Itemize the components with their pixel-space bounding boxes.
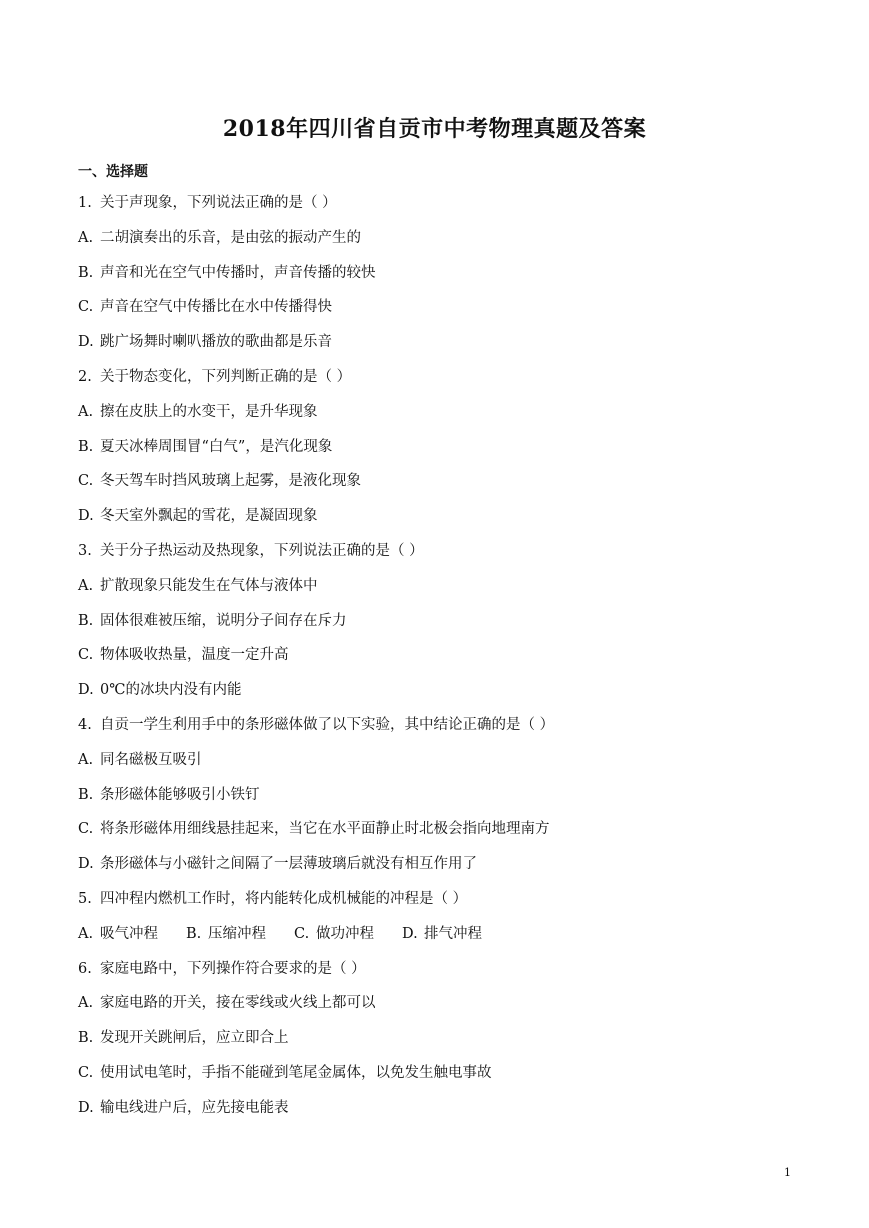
answer-option [78,263,798,298]
item-text: 声音在空气中传播比在水中传播得快 [100,299,332,316]
option-item: D. 排气冲程 [402,925,482,942]
answer-option [78,785,798,820]
answer-option [78,297,798,332]
item-text: 条形磁体与小磁针之间隔了一层薄玻璃后就没有相互作用了 [100,856,477,873]
answer-option [78,1098,798,1133]
item-text: 冬天室外飘起的雪花，是凝固现象 [100,508,318,525]
item-text: 使用试电笔时，手指不能碰到笔尾金属体，以免发生触电事故 [100,1064,492,1081]
item-label: B. [78,612,94,629]
item-label: D. [78,508,94,525]
item-label: C. [78,647,94,664]
section-heading: 一、选择题 [78,164,148,180]
item-label: B. [78,786,94,803]
question-stem [78,959,798,994]
item-label: 2. [78,368,92,385]
option-item: B. 压缩冲程 [186,925,266,942]
item-label: D. [78,682,94,699]
item-text: 关于声现象，下列说法正确的是（ ） [100,195,337,211]
answer-option [78,437,798,472]
item-label: D. [78,334,94,351]
question-stem [78,889,798,924]
answer-option [78,819,798,854]
answer-option [78,1063,798,1098]
answer-option [78,645,798,680]
item-label: A. [78,995,94,1012]
item-text: 自贡一学生利用手中的条形磁体做了以下实验，其中结论正确的是（ ） [100,716,555,733]
item-label: B. [78,264,94,281]
answer-option [78,611,798,646]
item-text: 四冲程内燃机工作时，将内能转化成机械能的冲程是（ ） [100,890,468,907]
item-text: 声音和光在空气中传播时，声音传播的较快 [100,264,376,281]
question-stem [78,193,798,228]
item-text: 扩散现象只能发生在气体与液体中 [100,577,318,594]
item-text: 家庭电路中，下列操作符合要求的是（ ） [100,960,366,977]
item-text: 关于物态变化，下列判断正确的是（ ） [100,368,352,385]
item-label: C. [78,1064,94,1081]
question-stem [78,367,798,402]
answer-option [78,680,798,715]
item-text: 物体吸收热量，温度一定升高 [100,647,289,664]
item-text: 关于分子热运动及热现象，下列说法正确的是（ ） [100,542,424,559]
question-stem [78,541,798,576]
item-text: 发现开关跳闸后，应立即合上 [100,1030,289,1047]
answer-option [78,576,798,611]
item-text: 家庭电路的开关，接在零线或火线上都可以 [100,995,376,1012]
answer-option [78,228,798,263]
item-text: 擦在皮肤上的水变干，是升华现象 [100,403,318,420]
item-text: 冬天驾车时挡风玻璃上起雾，是液化现象 [100,473,361,490]
item-text: 将条形磁体用细线悬挂起来，当它在水平面静止时北极会指向地理南方 [100,821,550,838]
answer-option [78,471,798,506]
answer-option [78,1028,798,1063]
item-label: A. [78,577,94,594]
q5-options [78,924,798,959]
item-label: A. [78,403,94,420]
item-label: 6. [78,960,92,977]
item-label: C. [78,473,94,490]
item-text: 固体很难被压缩，说明分子间存在斥力 [100,612,347,629]
answer-option [78,750,798,785]
item-label: B. [78,438,94,455]
document-title: 2018年四川省自贡市中考物理真题及答案 [222,116,647,142]
item-label: 1. [78,195,92,211]
item-label: 5. [78,890,92,907]
item-text: 夏天冰棒周围冒“白气”，是汽化现象 [100,438,333,455]
answer-option [78,993,798,1028]
item-text: 0℃的冰块内没有内能 [100,682,242,699]
item-label: D. [78,856,94,873]
answer-option [78,402,798,437]
option-item: C. 做功冲程 [294,925,374,942]
item-label: 3. [78,542,92,559]
answer-option [78,332,798,367]
item-label: A. [78,751,94,768]
page-number: 1 [784,1166,791,1179]
question-stem [78,715,798,750]
item-text: 条形磁体能够吸引小铁钉 [100,786,260,803]
item-text: 二胡演奏出的乐音，是由弦的振动产生的 [100,229,361,246]
item-label: C. [78,299,94,316]
item-label: 4. [78,716,92,733]
item-label: B. [78,1030,94,1047]
option-item: A. 吸气冲程 [78,925,158,942]
answer-option [78,506,798,541]
question-list [78,193,798,1133]
item-label: D. [78,1099,94,1116]
item-text: 输电线进户后，应先接电能表 [100,1099,289,1116]
item-label: A. [78,229,94,246]
item-text: 同名磁极互吸引 [100,751,202,768]
item-text: 跳广场舞时喇叭播放的歌曲都是乐音 [100,334,332,351]
answer-option [78,854,798,889]
item-label: C. [78,821,94,838]
